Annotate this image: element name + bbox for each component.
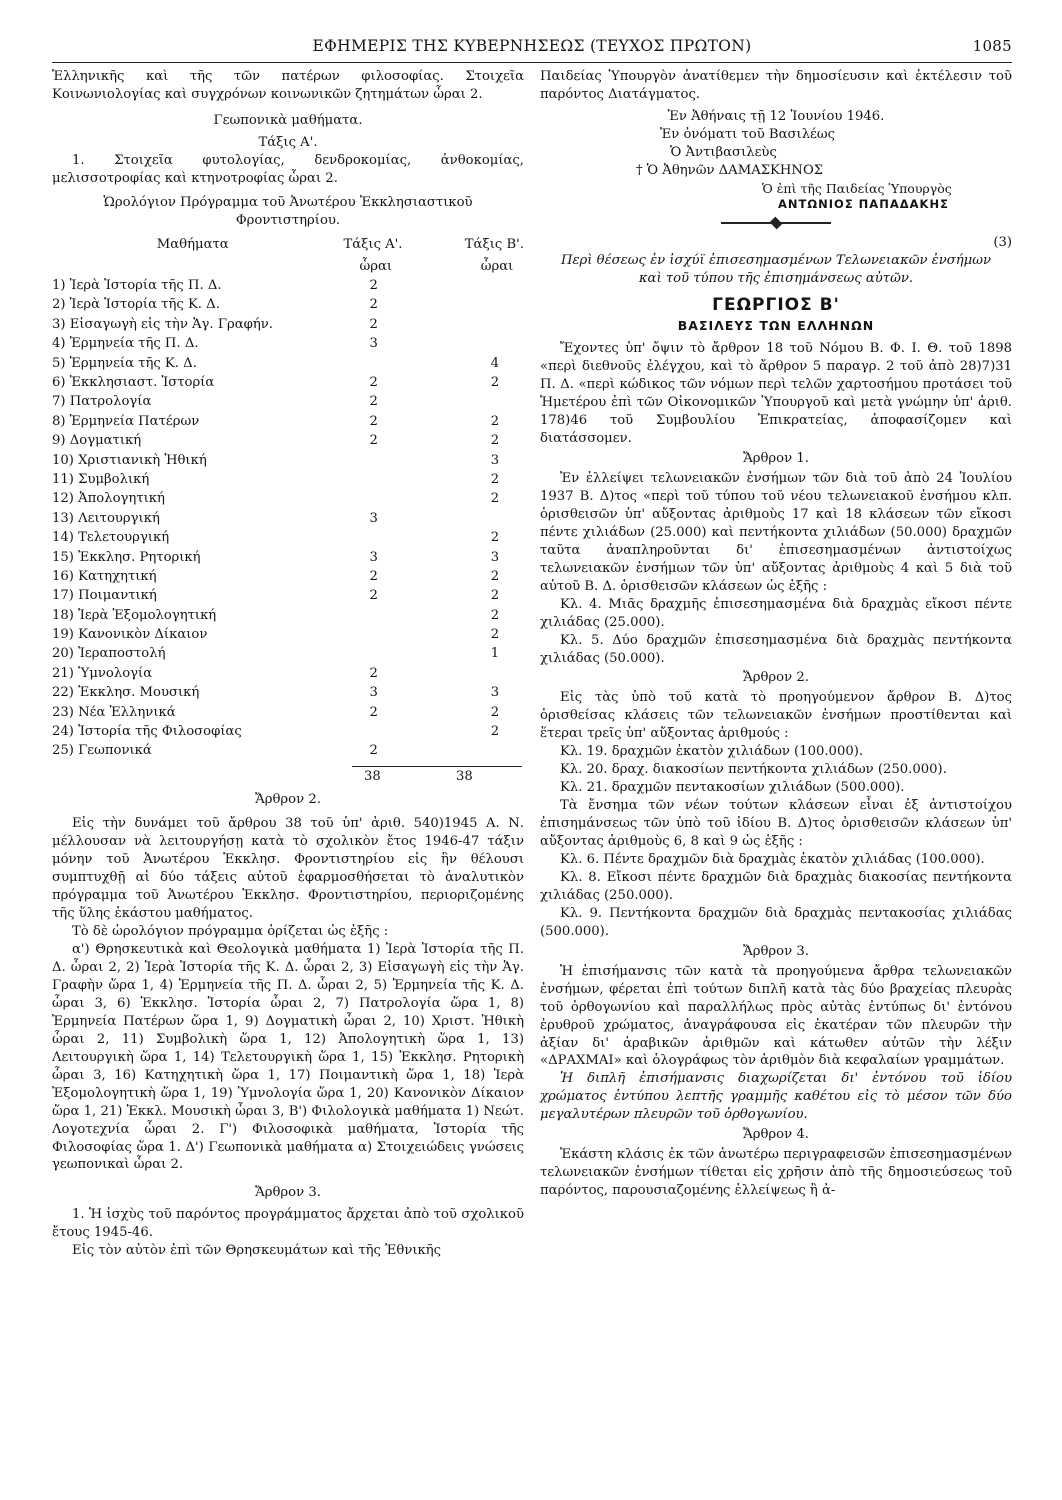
article3-paragraph-2: Εἰς τὸν αὐτὸν ἐπὶ τῶν Θρησκευμάτων καὶ τῆς Ἐθνικῆς (72, 1243, 442, 1259)
schedule-subject: 12) Ἀπολογητική (52, 491, 165, 507)
table-row (52, 605, 524, 624)
hours-class-a: 2 (369, 665, 378, 681)
art2-class-19: Κλ. 19. δραχμῶν ἑκατὸν χιλιάδων (100.000). (560, 744, 864, 760)
art4-heading: Ἄρθρον 4. (743, 1127, 809, 1143)
schedule-title: Ὡρολόγιον Πρόγραμμα τοῦ Ἀνωτέρου Ἐκκλησιαστικοῦ Φροντιστηρίου. (103, 194, 473, 228)
class-a-heading: Τάξις Α'. (258, 134, 318, 150)
table-row (52, 644, 524, 663)
preamble-paragraph: Ἔχοντες ὑπ' ὄψιν τὸ ἄρθρον 18 τοῦ Νόμου Β. Φ. Ι. Θ. τοῦ 1898 «περὶ διεθνοῦς ἐλέγχου, καὶ τὸ ἄρθρον 5 παραγρ. 2 τοῦ ἀπὸ 28)7)31 Π. Δ. «περὶ κώδικος τῶν νόμων περὶ τελῶν χαρτοσήμου προτάσει τοῦ Ἡμετέρου ἐπὶ τῶν Οἰκονομικῶν Ὑπουργοῦ καὶ μετὰ γνώμην ὑπ' ἀριθ. 178)46 τοῦ Συμβουλίου Ἐπικρατείας, ἀποφασίζομεν καὶ διατάσσομεν. (540, 341, 1012, 447)
table-row (52, 411, 524, 430)
total-a: 38 (364, 769, 381, 785)
signature-line-1: Ἐν ὀνόματι τοῦ Βασιλέως (660, 126, 836, 142)
geo-item: 1. Στοιχεῖα φυτολογίας, δενδροκομίας, ἀνθοκομίας, μελισσοτροφίας καὶ κτηνοτροφίας ὧραι 2. (52, 152, 524, 186)
hours-class-b: 3 (490, 452, 500, 468)
schedule-subject: 8) Ἑρμηνεία Πατέρων (52, 413, 200, 429)
hours-class-b: 2 (490, 471, 500, 487)
king-title: ΒΑΣΙΛΕΥΣ ΤΩΝ ΕΛΛΗΝΩΝ (677, 318, 875, 334)
schedule-subject: 25) Γεωπονικά (52, 743, 152, 759)
hours-class-b: 3 (490, 549, 500, 565)
art2-class-9: Κλ. 9. Πεντήκοντα δραχμῶν διὰ δραχμὰς πεντακοσίας χιλιάδας (500.000). (540, 905, 1012, 939)
art1-class-5: Κλ. 5. Δύο δραχμῶν ἐπισεσημασμένα διὰ δραχμὰς πεντήκοντα χιλιάδας (50.000). (540, 632, 1012, 666)
signature-line-3: † Ὁ Ἀθηνῶν ΔΑΜΑΣΚΗΝΟΣ (636, 162, 824, 178)
schedule-subject: 9) Δογματική (52, 433, 142, 449)
hours-class-a (333, 353, 456, 372)
hours-class-b: 2 (490, 530, 500, 546)
art4-paragraph: Ἑκάστη κλάσις ἐκ τῶν ἀνωτέρω περιγραφεισῶν ἐπισεσημασμένων τελωνειακῶν ἐνσήμων τίθεται εἰς χρῆσιν ἀπὸ τῆς δημοσιεύσεως τοῦ παρόντος, παρουσιαζομένης ἐλλείψεως ἢ ἀ- (540, 1147, 1012, 1199)
hours-class-a (333, 625, 456, 644)
schedule-subject: 11) Συμβολική (52, 471, 150, 487)
table-row (52, 702, 524, 721)
schedule-subject: 15) Ἐκκλησ. Ρητορική (52, 549, 201, 565)
schedule-subject: 2) Ἱερὰ Ἱστορία τῆς Κ. Δ. (52, 297, 220, 313)
intro-paragraph: Ἑλληνικῆς καὶ τῆς τῶν πατέρων φιλοσοφίας. Στοιχεῖα Κοινωνιολογίας καὶ συγχρόνων κοινωνικῶν ζητημάτων ὧραι 2. (52, 69, 524, 102)
table-row (52, 547, 524, 566)
table-row (52, 528, 524, 547)
unit-b: ὧραι (480, 258, 514, 274)
hours-class-a (333, 470, 456, 489)
art2-paragraph-2: Τὰ ἔνσημα τῶν νέων τούτων κλάσεων εἶναι ἐξ ἀντιστοίχου ἐπισημάνσεως τῶν ὑπὸ τοῦ ἰδίου Β. Δ)τος ὁρισθεισῶν κλάσεων ὑπ' αὔξοντας ἀριθμοὺς 6, 8 καὶ 9 ὡς ἑξῆς : (540, 798, 1012, 850)
table-row (52, 276, 524, 295)
decree-number: (3) (993, 235, 1012, 251)
schedule-subject: 1) Ἱερὰ Ἱστορία τῆς Π. Δ. (52, 278, 222, 294)
table-row (52, 586, 524, 605)
col-subject-header: Μαθήματα (156, 236, 229, 252)
schedule-subject: 17) Ποιμαντική (52, 588, 157, 604)
hours-class-a: 2 (369, 278, 378, 294)
schedule-subject: 20) Ἱεραποστολή (52, 646, 166, 662)
table-row (52, 314, 524, 333)
art1-heading: Ἄρθρον 1. (743, 451, 809, 467)
hours-class-b: 2 (490, 724, 500, 740)
schedule-body (52, 276, 524, 761)
art3-paragraph-2: Ἡ διπλῆ ἐπισήμανσις διαχωρίζεται δι' ἐντόνου τοῦ ἰδίου χρώματος ἐντύπου λεπτῆς γραμμῆς καθέτου εἰς τὸ μέσον τῶν δύο μεγαλυτέρων πλευρῶν τοῦ ὀρθογωνίου. (540, 1071, 1012, 1123)
hours-class-a: 2 (369, 743, 378, 759)
king-name: ΓΕΩΡΓΙΟΣ Β' (712, 295, 840, 316)
left-column (52, 68, 524, 1260)
hours-class-a: 2 (369, 588, 378, 604)
hours-class-b: 2 (490, 627, 500, 643)
hours-class-b: 2 (490, 491, 500, 507)
table-row (52, 625, 524, 644)
continuation-paragraph: Παιδείας Ὑπουργὸν ἀνατίθεμεν τὴν δημοσίευσιν καὶ ἐκτέλεσιν τοῦ παρόντος Διατάγματος. (540, 69, 1012, 102)
art3-heading: Ἄρθρον 3. (743, 943, 809, 959)
schedule-subject: 10) Χριστιανικὴ Ἠθική (52, 452, 207, 468)
table-row (52, 392, 524, 411)
section-divider (721, 222, 831, 224)
schedule-subject: 14) Τελετουργική (52, 530, 170, 546)
table-row (52, 508, 524, 527)
hours-class-b (457, 741, 524, 760)
table-row (52, 334, 524, 353)
place-date: Ἐν Ἀθήναις τῇ 12 Ἰουνίου 1946. (667, 108, 885, 124)
hours-class-a (333, 450, 456, 469)
hours-class-a: 2 (369, 413, 378, 429)
art3-paragraph-1: Ἡ ἐπισήμανσις τῶν κατὰ τὰ προηγούμενα ἄρθρα τελωνειακῶν ἐνσήμων, φέρεται ἐπὶ τούτων διπλῆ κατὰ τὰς δύο βραχείας πλευρὰς τοῦ ὀρθογωνίου καὶ παραλλήλως πρὸς αὐτὰς ἐντύπως δι' ἐντόνου ἐρυθροῦ χρώματος, ἀναγράφουσα εἰς ἑκατέραν τῶν πλευρῶν τὴν ἀξίαν δι' ἀραβικῶν ἀριθμῶν καὶ κάτωθεν αὐτῶν τὴν λέξιν «ΔΡΑΧΜΑΙ» καὶ ὁλογράφως τὸν ἀριθμὸν διὰ κεφαλαίων γραμμάτων. (540, 963, 1012, 1069)
table-row (52, 431, 524, 450)
hours-class-a: 3 (369, 549, 378, 565)
schedule-subject: 5) Ἑρμηνεία τῆς Κ. Δ. (52, 355, 197, 371)
schedule-subject: 4) Ἑρμηνεία τῆς Π. Δ. (52, 336, 199, 352)
signature-minister-name: ΑΝΤΩΝΙΟΣ ΠΑΠΑΔΑΚΗΣ (778, 196, 949, 211)
signature-line-4: Ὁ ἐπὶ τῆς Παιδείας Ὑπουργὸς (762, 180, 952, 196)
art2-class-6: Κλ. 6. Πέντε δραχμῶν διὰ δραχμὰς ἑκατὸν χιλιάδας (100.000). (560, 852, 985, 867)
art2-heading: Ἄρθρον 2. (743, 670, 809, 686)
hours-class-b: 2 (490, 704, 500, 720)
hours-class-a: 3 (369, 336, 378, 352)
hours-class-b (457, 508, 524, 527)
col-a-header: Τάξις Α'. (343, 236, 403, 252)
hours-class-a: 2 (369, 394, 378, 410)
table-row (52, 353, 524, 372)
schedule-subject: 13) Λειτουργική (52, 510, 160, 526)
hours-class-a (333, 644, 456, 663)
hours-class-a: 3 (369, 685, 378, 701)
hours-class-b: 1 (490, 646, 500, 662)
hours-class-a: 2 (369, 297, 378, 313)
article2-heading: Ἄρθρον 2. (255, 792, 321, 808)
schedule-subject: 24) Ἱστορία τῆς Φιλοσοφίας (52, 724, 242, 740)
col-b-header: Τάξις Β'. (464, 236, 524, 252)
hours-class-b: 4 (490, 355, 500, 371)
hours-class-b (457, 276, 524, 295)
hours-class-b (457, 314, 524, 333)
art1-paragraph: Ἐν ἐλλείψει τελωνειακῶν ἐνσήμων τῶν διὰ τοῦ ἀπὸ 24 Ἰουλίου 1937 Β. Δ)τος «περὶ τοῦ τύπου τοῦ νέου τελωνειακοῦ ἐνσήμου κλπ. ὁρισθεισῶν ὑπ' αὔξοντας ἀριθμοὺς 17 καὶ 18 κλάσεων τῶν εἴκοσι πέντε χιλιάδων (25.000) καὶ πεντήκοντα χιλιάδων (50.000) δραχμῶν ταῦτα ἀναπληροῦνται δι' ἐπισεσημασμένων ἀντιστοίχως τελωνειακῶν ἐνσήμων τῶν ὑπ' αὔξοντας ἀριθμοὺς 4 καὶ 5 διὰ τοῦ αὐτοῦ Β. Δ. ὁρισθεισῶν κλάσεων ὡς ἑξῆς : (540, 470, 1012, 594)
total-b: 38 (456, 769, 473, 785)
table-row (52, 663, 524, 682)
table-header-row (52, 232, 524, 254)
article2-paragraph-3: α') Θρησκευτικὰ καὶ Θεολογικὰ μαθήματα 1) Ἱερὰ Ἱστορία τῆς Π. Δ. ὧραι 2, 2) Ἱερὰ Ἱστορία τῆς Κ. Δ. ὧραι 2, 3) Εἰσαγωγὴ εἰς τὴν Ἁγ. Γραφὴν ὥρα 1, 4) Ἑρμηνεία τῆς Π. Δ. ὧραι 2, 5) Ἑρμηνεία τῆς Κ. Δ. ὧραι 3, 6) Ἐκκλησ. Ἱστορία ὧραι 2, 7) Πατρολογία ὥρα 1, 8) Ἑρμηνεία Πατέρων ὥρα 1, 9) Δογματικὴ ὧραι 2, 10) Χριστ. Ἠθικὴ ὧραι 2, 11) Συμβολικὴ ὥρα 1, 12) Ἀπολογητικὴ ὥρα 1, 13) Λειτουργικὴ ὥρα 1, 14) Τελετουργικὴ ὥρα 1, 15) Ἐκκλησ. Ρητορικὴ ὧραι 3, 16) Κατηχητικὴ ὥρα 1, 17) Ποιμαντικὴ ὥρα 1, 18) Ἱερὰ Ἐξομολογητικὴ ὥρα 1, 19) Ὑμνολογία ὥρα 1, 20) Κανονικὸν Δίκαιον ὥρα 1, 21) Ἐκκλ. Μουσικὴ ὧραι 3, Β') Φιλολογικὰ μαθήματα 1) Νεώτ. Λογοτεχνία ὧραι 2. Γ') Φιλοσοφικὰ μαθήματα, Ἱστορία τῆς Φιλοσοφίας ὥρα 1. Δ') Γεωπονικὰ μαθήματα α) Στοιχειώδεις γνώσεις γεωπονικαὶ ὧραι 2. (52, 942, 524, 1173)
schedule-subject: 16) Κατηχητική (52, 568, 157, 584)
table-row (52, 683, 524, 702)
table-row (52, 489, 524, 508)
hours-class-b: 2 (490, 433, 500, 449)
table-row (52, 741, 524, 760)
decree-title: Περὶ θέσεως ἐν ἰσχύϊ ἐπισεσημασμένων Τελωνειακῶν ἐνσήμων καὶ τοῦ τύπου τῆς ἐπισημάνσεως αὐτῶν. (560, 253, 992, 287)
geo-heading: Γεωπονικὰ μαθήματα. (213, 112, 363, 128)
right-column (540, 68, 1012, 1200)
hours-class-a: 2 (369, 433, 378, 449)
schedule-subject: 18) Ἱερὰ Ἐξομολογητική (52, 607, 217, 623)
gazette-title: ΕΦΗΜΕΡΙΣ ΤΗΣ ΚΥΒΕΡΝΗΣΕΩΣ (ΤΕΥΧΟΣ ΠΡΩΤΟΝ) (312, 37, 752, 55)
hours-class-b (457, 663, 524, 682)
hours-class-b (457, 334, 524, 353)
hours-class-a: 2 (369, 375, 378, 391)
article3-paragraph-1: 1. Ἡ ἰσχὺς τοῦ παρόντος προγράμματος ἄρχεται ἀπὸ τοῦ σχολικοῦ ἔτους 1945-46. (52, 1207, 524, 1241)
schedule-subject: 3) Εἰσαγωγὴ εἰς τὴν Ἁγ. Γραφήν. (52, 316, 273, 332)
hours-class-a (333, 528, 456, 547)
hours-class-b: 2 (490, 588, 500, 604)
hours-class-b: 2 (490, 413, 500, 429)
schedule-subject: 21) Ὑμνολογία (52, 665, 153, 681)
article2-paragraph-2: Τὸ δὲ ὡρολόγιον πρόγραμμα ὁρίζεται ὡς ἑξῆς : (72, 924, 389, 940)
schedule-subject: 22) Ἐκκλησ. Μουσική (52, 685, 200, 701)
schedule-subject: 23) Νέα Ἑλληνικά (52, 704, 176, 720)
hours-class-b: 2 (490, 568, 500, 584)
schedule-subject: 6) Ἐκκλησιαστ. Ἱστορία (52, 375, 215, 391)
art2-class-21: Κλ. 21. δραχμῶν πεντακοσίων χιλιάδων (500.000). (560, 780, 905, 796)
hours-class-a: 2 (369, 316, 378, 332)
hours-class-b: 2 (490, 607, 500, 623)
schedule-table (52, 232, 524, 761)
hours-class-b: 3 (490, 685, 500, 701)
schedule-subject: 7) Πατρολογία (52, 394, 152, 410)
hours-class-a (333, 722, 456, 741)
page-header (52, 34, 1012, 60)
signature-line-2: Ὁ Ἀντιβασιλεὺς (670, 144, 777, 160)
hours-class-b (457, 295, 524, 314)
art2-class-20: Κλ. 20. δραχ. διακοσίων πεντήκοντα χιλιάδων (250.000). (560, 762, 947, 778)
art2-paragraph: Εἰς τὰς ὑπὸ τοῦ κατὰ τὸ προηγούμενον ἄρθρον Β. Δ)τος ὁρισθείσας κλάσεις τῶν τελωνειακῶν ἐνσήμων προστίθενται καὶ ἕτεραι τρεῖς ὑπ' αὔξοντας ἀριθμούς : (540, 690, 1012, 742)
table-row (52, 295, 524, 314)
hours-class-a: 3 (369, 510, 378, 526)
hours-class-a (333, 489, 456, 508)
art2-class-8: Κλ. 8. Εἴκοσι πέντε δραχμῶν διὰ δραχμὰς διακοσίας πεντήκοντα χιλιάδας (250.000). (540, 869, 1012, 903)
hours-class-a (333, 605, 456, 624)
table-row (52, 450, 524, 469)
page-number: 1085 (972, 37, 1012, 55)
unit-a: ὧραι (359, 258, 393, 274)
totals-row (52, 767, 524, 787)
hours-class-a: 2 (369, 568, 378, 584)
table-row (52, 470, 524, 489)
article3-heading: Ἄρθρον 3. (255, 1185, 321, 1201)
article2-paragraph-1: Εἰς τὴν δυνάμει τοῦ ἄρθρου 38 τοῦ ὑπ' ἀριθ. 540)1945 Α. Ν. μέλλουσαν νὰ λειτουργήσῃ κατὰ τὸ σχολικὸν ἔτος 1946-47 τάξιν μόνην τοῦ Ἀνωτέρου Ἐκκλησ. Φροντιστηρίου εἰς ἣν θέλουσι συμπτυχθῇ αἱ δύο τάξεις αὐτοῦ ἐφαρμοσθήσεται τὸ ἀναλυτικὸν πρόγραμμα τοῦ Ἀνωτέρου Ἐκκλησ. Φροντιστηρίου, περιοριζομένης τῆς ὕλης ἑκάστου μαθήματος. (52, 816, 524, 922)
header-rule (52, 62, 1012, 63)
hours-class-b: 2 (490, 375, 500, 391)
hours-class-b (457, 392, 524, 411)
hours-class-a: 2 (369, 704, 378, 720)
table-row (52, 722, 524, 741)
table-row (52, 373, 524, 392)
table-unit-row (52, 254, 524, 276)
table-row (52, 566, 524, 585)
art1-class-4: Κλ. 4. Μιᾶς δραχμῆς ἐπισεσημασμένα διὰ δραχμὰς εἴκοσι πέντε χιλιάδας (25.000). (540, 596, 1012, 630)
schedule-subject: 19) Κανονικὸν Δίκαιον (52, 627, 208, 643)
